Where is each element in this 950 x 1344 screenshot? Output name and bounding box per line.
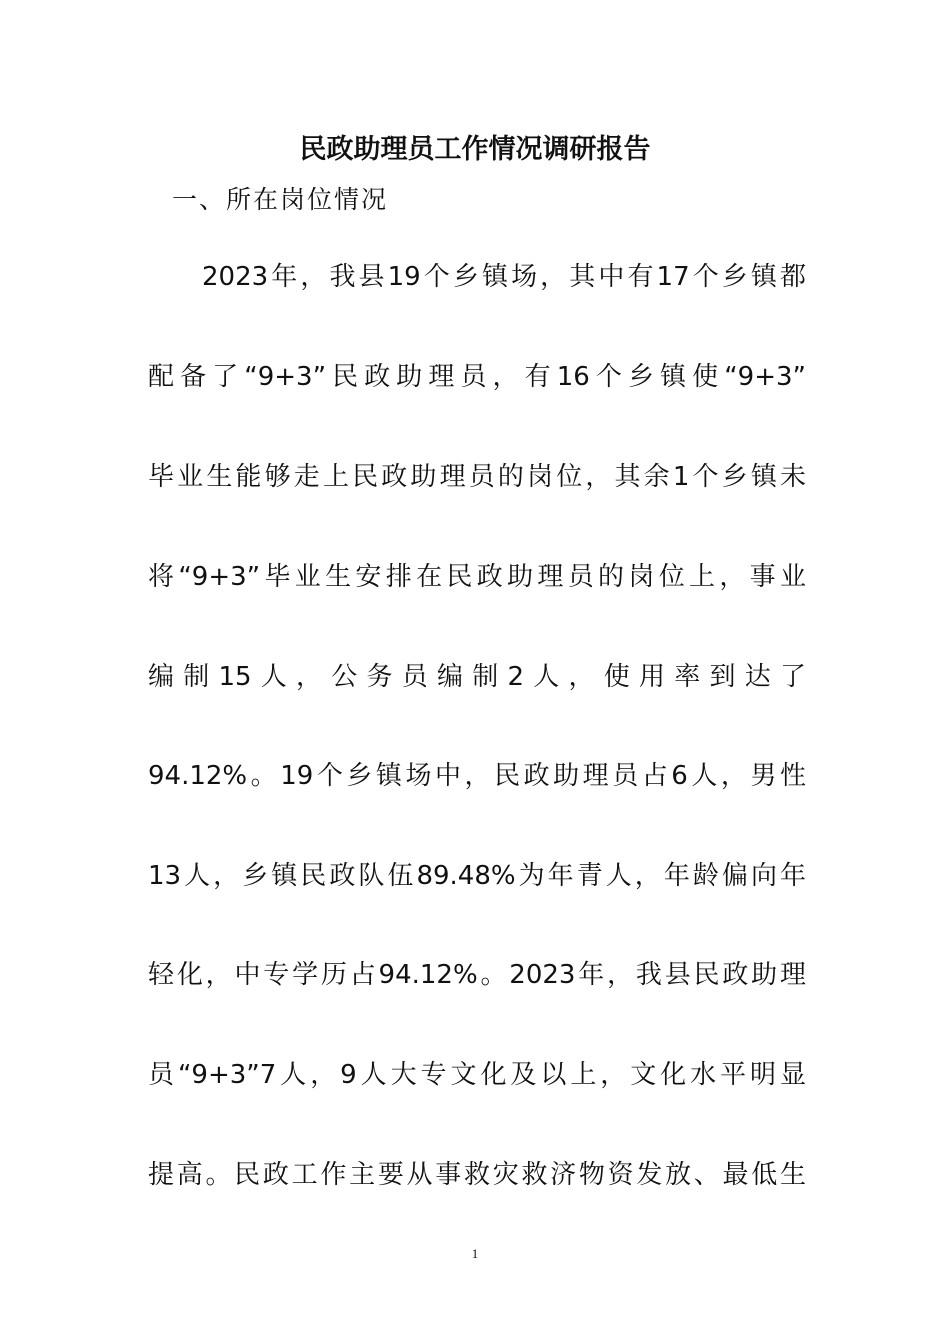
body-line: 编制15人，公务员编制2人，使用率到达了 [148, 662, 806, 692]
body-line: 将“9+3”毕业生安排在民政助理员的岗位上，事业 [148, 562, 806, 592]
body-line: 94.12%。19个乡镇场中，民政助理员占6人，男性 [148, 761, 806, 791]
body-line: 配备了“9+3”民政助理员，有16个乡镇使“9+3” [148, 362, 806, 392]
body-line: 2023年，我县19个乡镇场，其中有17个乡镇都 [202, 262, 806, 292]
document-title: 民政助理员工作情况调研报告 [299, 134, 651, 165]
body-line: 13人，乡镇民政队伍89.48%为年青人，年龄偏向年 [148, 861, 806, 891]
body-line: 毕业生能够走上民政助理员的岗位，其余1个乡镇未 [148, 462, 806, 492]
body-line: 提高。民政工作主要从事救灾救济物资发放、最低生 [148, 1160, 806, 1190]
body-line: 员“9+3”7人，9人大专文化及以上，文化水平明显 [148, 1060, 806, 1090]
section-heading: 一、所在岗位情况 [172, 185, 389, 214]
body-line: 轻化，中专学历占94.12%。2023年，我县民政助理 [148, 960, 806, 990]
page-number: 1 [471, 1246, 479, 1261]
